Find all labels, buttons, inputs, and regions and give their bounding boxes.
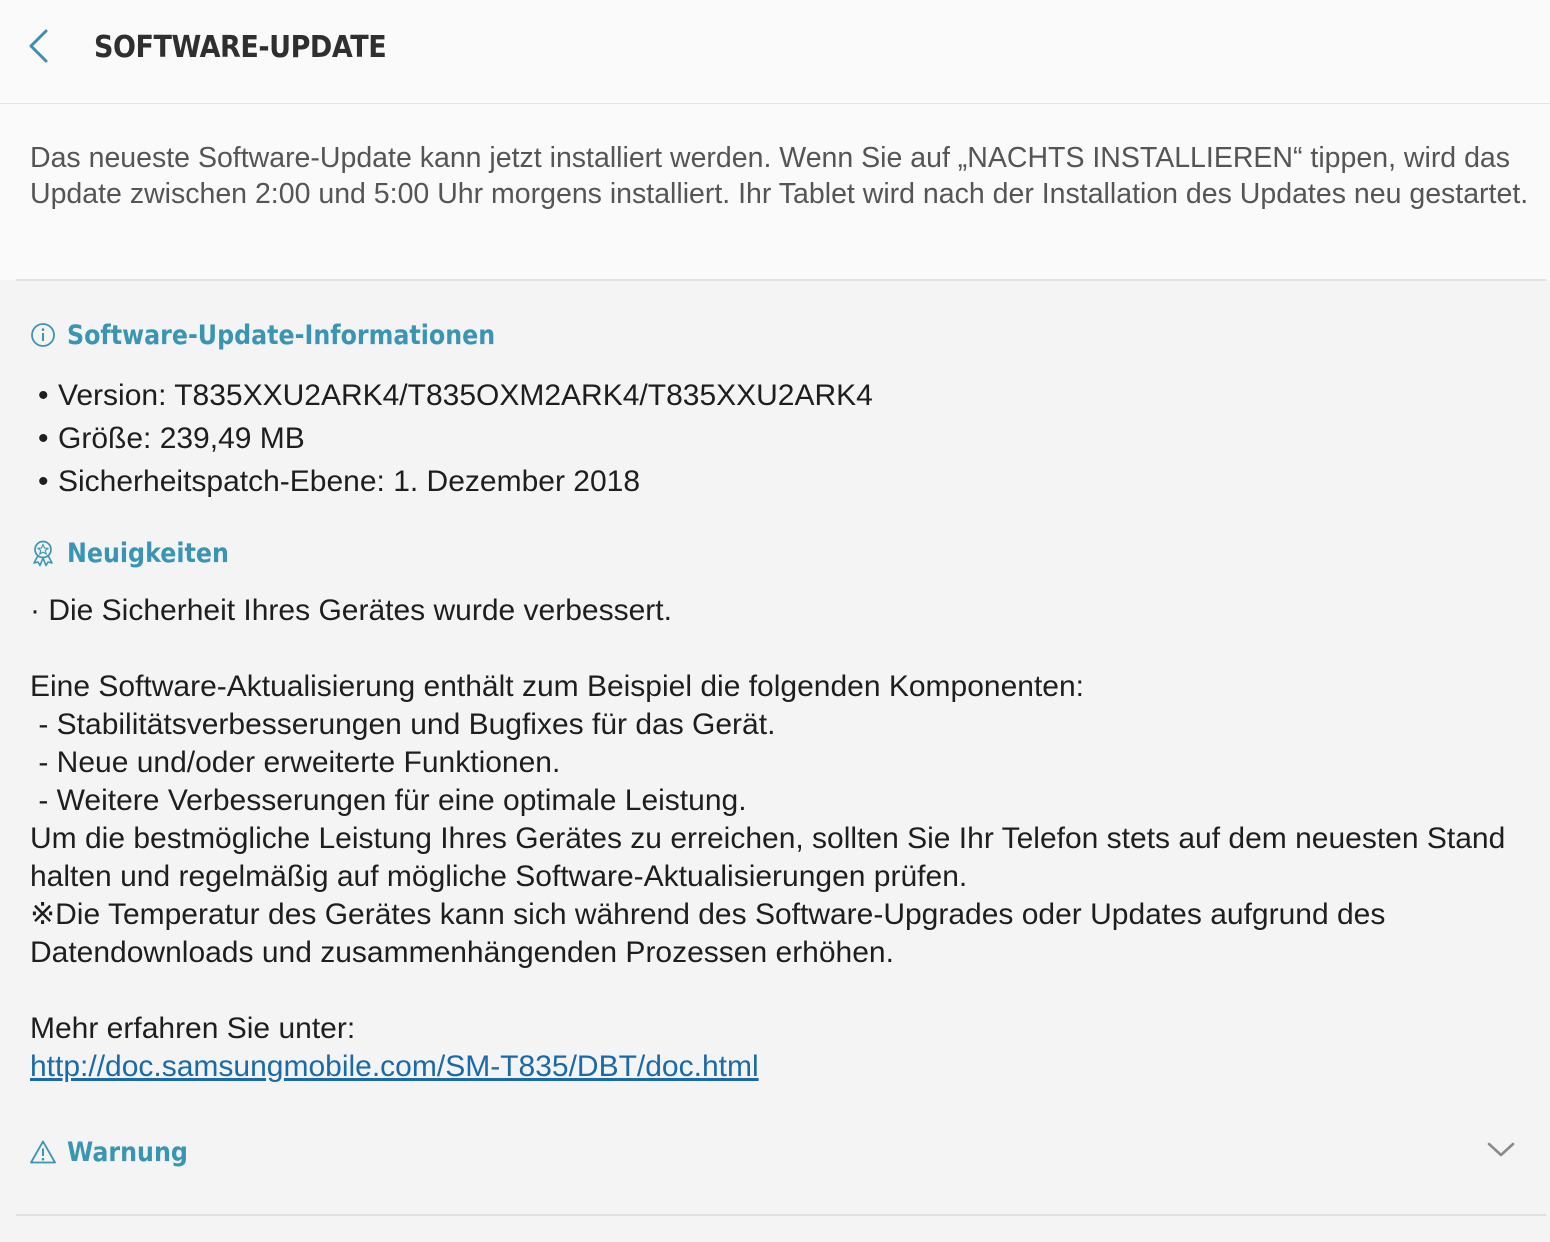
temperature-note: ※Die Temperatur des Gerätes kann sich während des Software-Upgrades oder Updates aufgrund des Datendownloads und zusammenhängenden Prozessen erhöhen. — [30, 898, 1386, 969]
info-heading-label: Software-Update-Informationen — [67, 319, 496, 351]
info-section-heading — [29, 315, 554, 355]
security-improved-text: · Die Sicherheit Ihres Gerätes wurde verbessert. — [30, 594, 672, 627]
component-item: - Stabilitätsverbesserungen und Bugfixes für das Gerät. — [30, 708, 776, 741]
warning-heading-label: Warnung — [67, 1136, 188, 1168]
warning-icon — [29, 1138, 57, 1166]
news-heading-label: Neuigkeiten — [67, 537, 229, 569]
documentation-link[interactable]: http://doc.samsungmobile.com/SM-T835/DBT/doc.html — [30, 1050, 759, 1083]
news-section-heading — [29, 533, 251, 573]
more-info-label: Mehr erfahren Sie unter: — [30, 1012, 356, 1045]
version-text: Version: T835XXU2ARK4/T835OXM2ARK4/T835XXU2ARK4 — [58, 379, 873, 412]
component-item: - Neue und/oder erweiterte Funktionen. — [30, 746, 561, 779]
page-title: SOFTWARE-UPDATE — [94, 30, 387, 65]
info-list — [38, 374, 873, 503]
app-header — [0, 0, 1550, 104]
security-patch-text: Sicherheitspatch-Ebene: 1. Dezember 2018 — [58, 465, 641, 498]
advice-text: Um die bestmögliche Leistung Ihres Gerätes zu erreichen, sollten Sie Ihr Telefon stets auf dem neuesten Stand halten und regelmäßig auf mögliche Software-Aktualisierungen prüfen. — [30, 822, 1506, 893]
expand-warning-button[interactable] — [1484, 1136, 1518, 1166]
back-button[interactable] — [18, 26, 58, 70]
chevron-left-icon — [26, 28, 50, 69]
divider — [16, 279, 1546, 281]
news-body — [30, 592, 1530, 1086]
component-item: - Weitere Verbesserungen für eine optimale Leistung. — [30, 784, 747, 817]
list-item: • Größe: 239,49 MB — [38, 422, 305, 455]
info-icon — [29, 321, 57, 349]
divider — [16, 1214, 1546, 1216]
chevron-down-icon — [1486, 1140, 1516, 1163]
intro-text: Das neueste Software-Update kann jetzt installiert werden. Wenn Sie auf „NACHTS INSTALLIEREN“ tippen, wird das Update zwischen 2:00 und 5:00 Uhr morgens installiert. Ihr Tablet wird nach der Installation des Updates neu gestartet. — [30, 142, 1529, 210]
components-intro-text: Eine Software-Aktualisierung enthält zum Beispiel die folgenden Komponenten: — [30, 670, 1084, 703]
size-text: Größe: 239,49 MB — [58, 422, 305, 455]
list-item: • Sicherheitspatch-Ebene: 1. Dezember 2018 — [38, 465, 641, 498]
list-item: • Version: T835XXU2ARK4/T835OXM2ARK4/T835XXU2ARK4 — [38, 379, 873, 412]
badge-icon — [29, 539, 57, 567]
intro-panel — [0, 104, 1550, 280]
warning-section-heading[interactable] — [29, 1132, 204, 1172]
